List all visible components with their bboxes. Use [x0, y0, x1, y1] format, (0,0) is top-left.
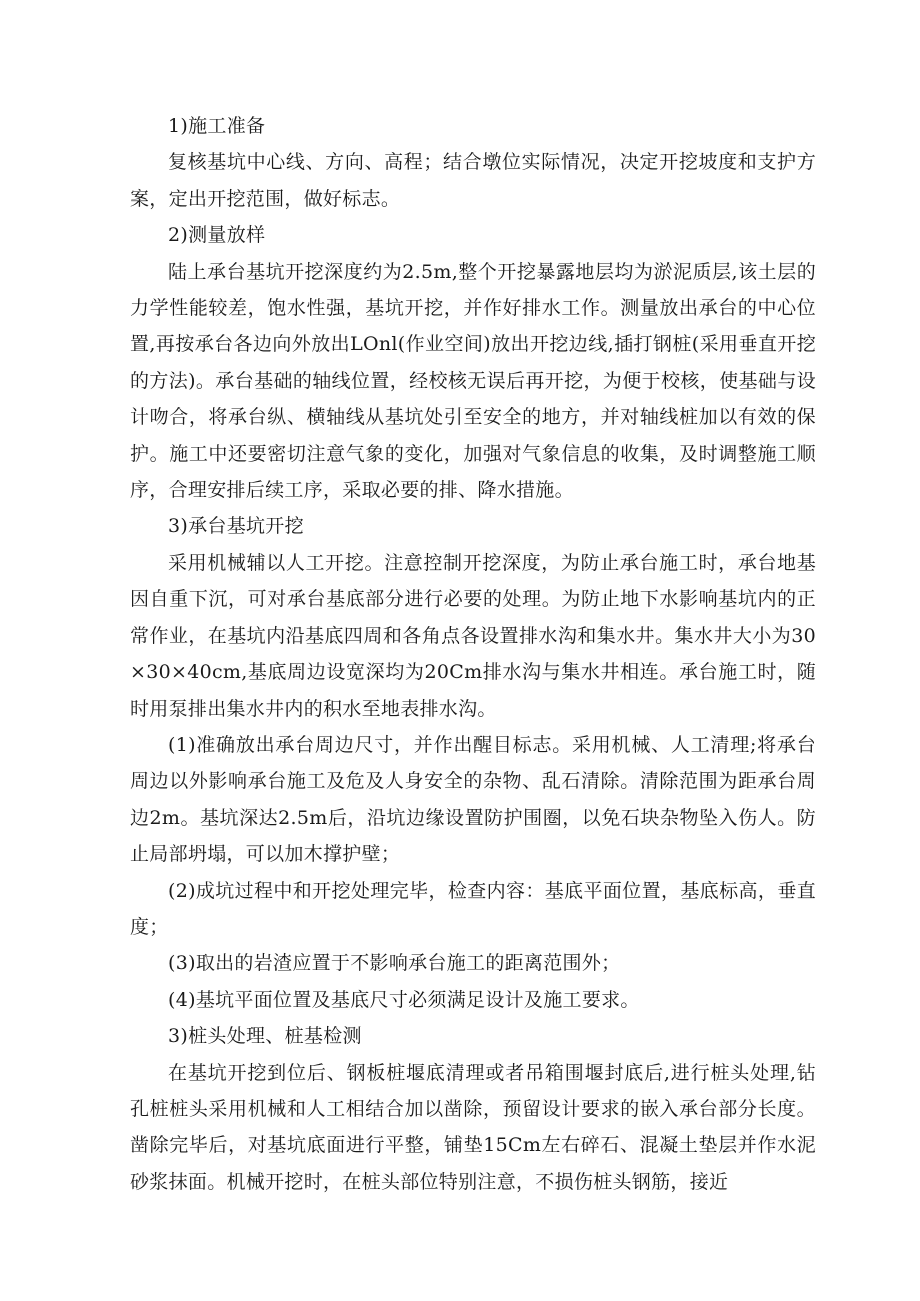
document-body [130, 108, 816, 1200]
list-item-3: (3)取出的岩渣应置于不影响承台施工的距离范围外； [168, 952, 621, 975]
list-item-2: (2)成坑过程中和开挖处理完毕，检查内容：基底平面位置，基底标高，垂直度； [130, 879, 816, 938]
paragraph-construction-prep: 复核基坑中心线、方向、高程；结合墩位实际情况，决定开挖坡度和支护方案，定出开挖范围，做好标志。 [130, 151, 816, 210]
paragraph-excavation-method: 采用机械辅以人工开挖。注意控制开挖深度，为防止承台施工时，承台地基因自重下沉，可对承台基底部分进行必要的处理。为防止地下水影响基坑内的正常作业，在基坑内沿基底四周和各角点各设置排水沟和集水井。集水井大小为30×30×40cm,基底周边设宽深均为20Cm排水沟与集水井相连。承台施工时，随时用泵排出集水井内的积水至地表排水沟。 [130, 551, 816, 720]
paragraph-survey-setout: 陆上承台基坑开挖深度约为2.5m,整个开挖暴露地层均为淤泥质层,该土层的力学性能较差，饱水性强，基坑开挖，并作好排水工作。测量放出承台的中心位置,再按承台各边向外放出LOnl(作业空间)放出开挖边线,插打钢桩(采用垂直开挖的方法)。承台基础的轴线位置，经校核无误后再开挖，为便于校核，使基础与设计吻合，将承台纵、横轴线从基坑处引至安全的地方，并对轴线桩加以有效的保护。施工中还要密切注意气象的变化，加强对气象信息的收集，及时调整施工顺序，合理安排后续工序，采取必要的排、降水措施。 [130, 260, 816, 502]
section-heading-survey-setout: 2)测量放样 [168, 224, 266, 247]
list-item-4: (4)基坑平面位置及基底尺寸必须满足设计及施工要求。 [168, 988, 640, 1011]
section-heading-foundation-pit-excavation: 3)承台基坑开挖 [168, 515, 304, 538]
section-heading-pile-head-treatment: 3)桩头处理、桩基检测 [168, 1025, 362, 1048]
list-item-1: (1)准确放出承台周边尺寸，并作出醒目标志。采用机械、人工清理;将承台周边以外影响承台施工及危及人身安全的杂物、乱石清除。清除范围为距承台周边2m。基坑深达2.5m后，沿坑边缘设置防护围圈，以免石块杂物坠入伤人。防止局部坍塌，可以加木撑护壁； [130, 733, 816, 866]
section-heading-construction-prep: 1)施工准备 [168, 115, 266, 137]
paragraph-pile-head-treatment: 在基坑开挖到位后、钢板桩堰底清理或者吊箱围堰封底后,进行桩头处理,钻孔桩桩头采用机械和人工相结合加以凿除，预留设计要求的嵌入承台部分长度。凿除完毕后，对基坑底面进行平整，铺垫15Cm左右碎石、混凝土垫层并作水泥砂浆抹面。机械开挖时，在桩头部位特别注意，不损伤桩头钢筋，接近 [130, 1061, 816, 1193]
